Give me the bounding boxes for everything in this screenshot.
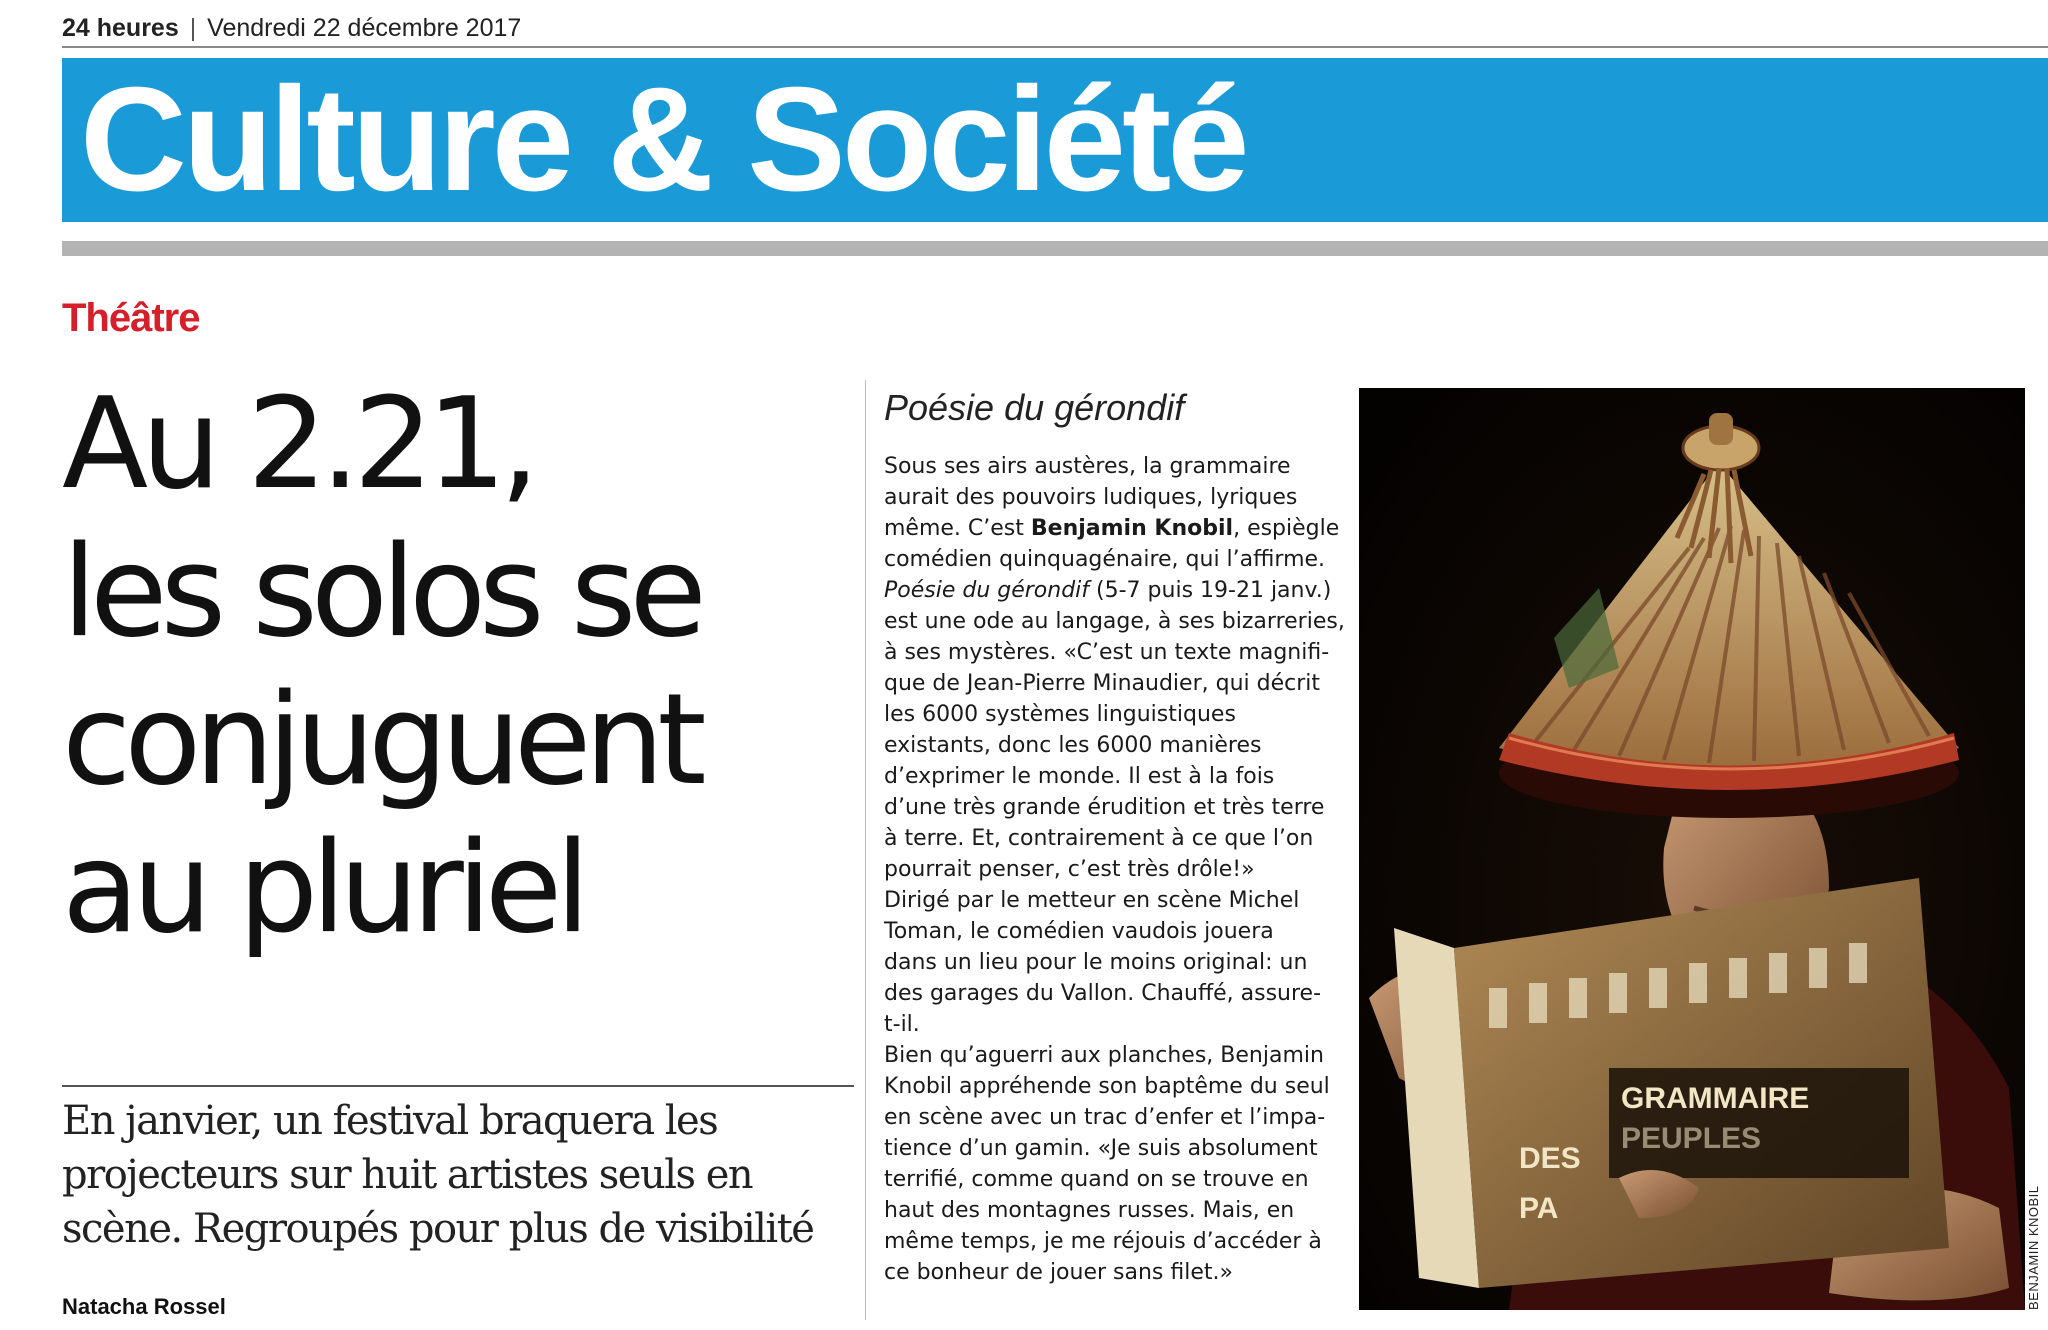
top-rule bbox=[62, 46, 2048, 48]
body-line: Knobil appréhende son baptême du seul bbox=[884, 1074, 1330, 1099]
book-title-line2b: PEUPLES bbox=[1621, 1122, 1762, 1155]
book-title-line3: PA bbox=[1519, 1192, 1559, 1225]
body-line bbox=[884, 513, 1344, 544]
body-line: en scène avec un trac d’enfer et l’impa- bbox=[884, 1105, 1326, 1130]
body-line: même temps, je me réjouis d’accéder à bbox=[884, 1229, 1322, 1254]
body-line: terrifié, comme quand on se trouve en bbox=[884, 1167, 1309, 1192]
body-line: d’exprimer le monde. Il est à la fois bbox=[884, 764, 1275, 789]
author-byline: Natacha Rossel bbox=[62, 1294, 226, 1319]
headline-line: les solos se bbox=[62, 518, 700, 665]
body-text-run: (5-7 puis 19-21 janv.) bbox=[1089, 578, 1332, 603]
article-body bbox=[884, 451, 1344, 1288]
body-line: tience d’un gamin. «Je suis absolument bbox=[884, 1136, 1318, 1161]
body-line: est une ode au langage, à ses bizarreries, bbox=[884, 609, 1345, 634]
body-line: Toman, le comédien vaudois jouera bbox=[884, 919, 1274, 944]
photo-credit: BENJAMIN KNOBIL bbox=[2026, 1185, 2041, 1310]
body-line: existants, donc les 6000 manières bbox=[884, 733, 1262, 758]
section-banner bbox=[62, 58, 2048, 222]
issue-date: Vendredi 22 décembre 2017 bbox=[207, 14, 522, 42]
article-headline bbox=[62, 370, 862, 962]
body-line: d’une très grande érudition et très terre bbox=[884, 795, 1325, 820]
body-line: dans un lieu pour le moins original: un bbox=[884, 950, 1308, 975]
lead-line: En janvier, un festival braquera les bbox=[62, 1098, 718, 1144]
headline-line: conjuguent bbox=[62, 666, 700, 813]
article-subhead: Poésie du gérondif bbox=[884, 387, 1185, 428]
body-line: haut des montagnes russes. Mais, en bbox=[884, 1198, 1295, 1223]
article-photo bbox=[1359, 388, 2025, 1310]
rubric-label: Théâtre bbox=[62, 296, 200, 340]
body-line bbox=[884, 575, 1344, 606]
body-line: des garages du Vallon. Chauffé, assure- bbox=[884, 981, 1322, 1006]
body-line: Dirigé par le metteur en scène Michel bbox=[884, 888, 1300, 913]
dateline bbox=[62, 14, 521, 43]
body-line: ce bonheur de jouer sans filet.» bbox=[884, 1260, 1233, 1285]
lead-rule bbox=[62, 1085, 854, 1087]
section-title: Culture & Société bbox=[80, 57, 1246, 222]
body-line: Bien qu’aguerri aux planches, Benjamin bbox=[884, 1043, 1324, 1068]
lead-line: scène. Regroupés pour plus de visibilité bbox=[62, 1206, 814, 1252]
dateline-separator: | bbox=[189, 14, 197, 42]
column-rule bbox=[865, 380, 866, 1320]
article-lead bbox=[62, 1094, 862, 1256]
body-line: à terre. Et, contrairement à ce que l’on bbox=[884, 826, 1314, 851]
headline-line: au pluriel bbox=[62, 814, 584, 961]
body-text-run: , espiègle bbox=[1233, 516, 1340, 541]
body-line: que de Jean-Pierre Minaudier, qui décrit bbox=[884, 671, 1320, 696]
person-name: Benjamin Knobil bbox=[1030, 516, 1234, 541]
lead-line: projecteurs sur huit artistes seuls en bbox=[62, 1152, 753, 1198]
body-text-run: même. C’est bbox=[884, 516, 1031, 541]
newspaper-name: 24 heures bbox=[62, 14, 179, 42]
headline-line: Au 2.21, bbox=[62, 370, 533, 517]
body-line: les 6000 systèmes linguistiques bbox=[884, 702, 1236, 727]
body-line: à ses mystères. «C’est un texte magnifi- bbox=[884, 640, 1330, 665]
show-title: Poésie du gérondif bbox=[884, 578, 1090, 603]
body-line: t-il. bbox=[884, 1012, 920, 1037]
body-line: Sous ses airs austères, la grammaire bbox=[884, 454, 1291, 479]
book-title-line1: GRAMMAIRE bbox=[1621, 1082, 1810, 1115]
book-title-line2a: DES bbox=[1519, 1142, 1581, 1175]
section-divider bbox=[62, 241, 2048, 256]
body-line: comédien quinquagénaire, qui l’affirme. bbox=[884, 547, 1326, 572]
body-line: aurait des pouvoirs ludiques, lyriques bbox=[884, 485, 1298, 510]
body-line: pourrait penser, c’est très drôle!» bbox=[884, 857, 1255, 882]
